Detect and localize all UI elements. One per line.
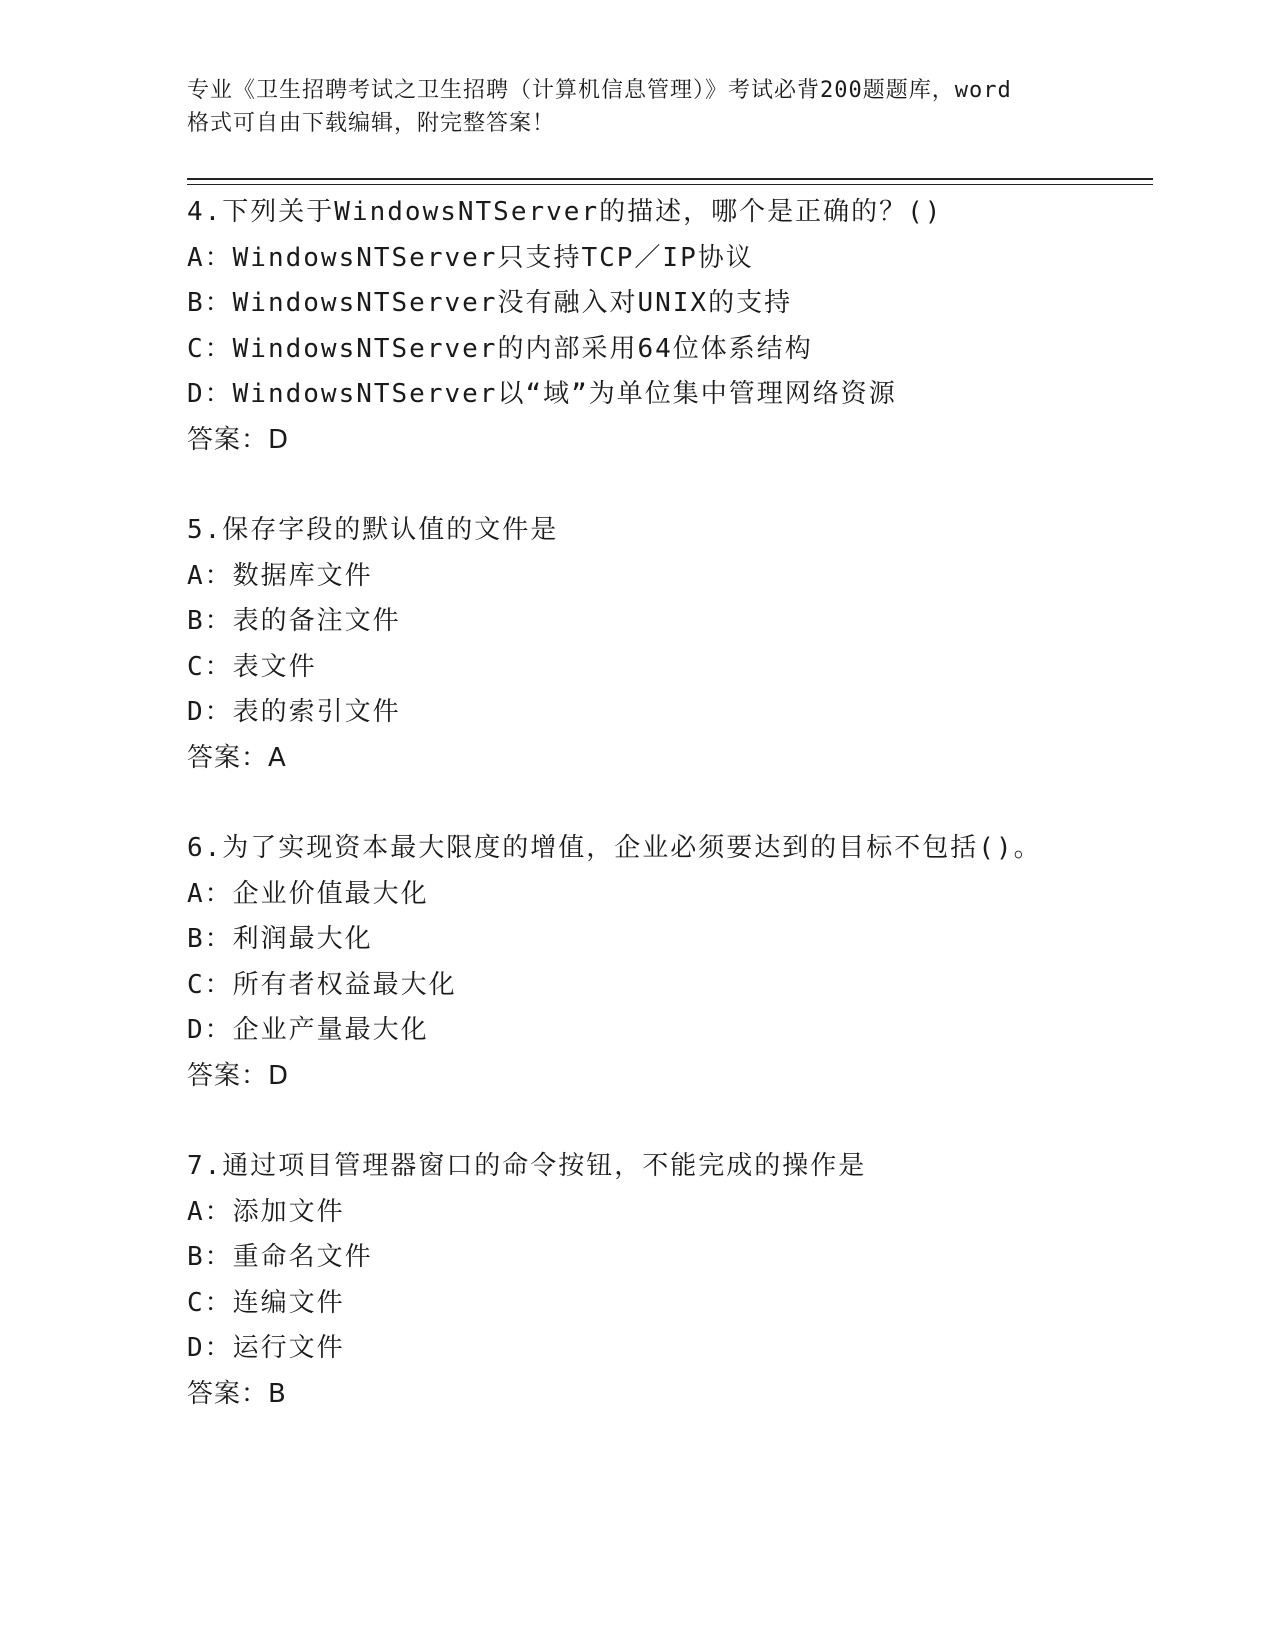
option-d: D：表的索引文件 [187,697,401,727]
option-a: A：WindowsNTServer只支持TCP／IP协议 [187,242,754,273]
option-b: B：重命名文件 [187,1242,373,1272]
option-d: D：企业产量最大化 [187,1015,429,1045]
question-stem: 5.保存字段的默认值的文件是 [187,515,559,545]
option-a: A：添加文件 [187,1196,345,1227]
option-c: C：所有者权益最大化 [187,969,457,1000]
answer-line: 答案：A [187,742,287,773]
option-c: C：WindowsNTServer的内部采用64位体系结构 [187,333,813,364]
question-list [187,190,1153,1462]
question-stem: 7.通过项目管理器窗口的命令按钮，不能完成的操作是 [187,1151,867,1181]
header-rule-thick [187,178,1153,180]
question-6 [187,826,1153,1099]
question-7 [187,1144,1153,1417]
header-rule-thin [187,184,1153,185]
question-stem: 6.为了实现资本最大限度的增值，企业必须要达到的目标不包括()。 [187,833,1042,863]
option-d: D：WindowsNTServer以“域”为单位集中管理网络资源 [187,379,897,409]
option-c: C：连编文件 [187,1287,345,1318]
option-d: D：运行文件 [187,1333,345,1363]
answer-line: 答案：D [187,1060,290,1091]
option-a: A：企业价值最大化 [187,878,429,909]
header-line-1: 专业《卫生招聘考试之卫生招聘（计算机信息管理）》考试必背200题题库，word [187,78,1012,103]
answer-line: 答案：B [187,1378,287,1409]
option-c: C：表文件 [187,651,317,682]
option-b: B：表的备注文件 [187,606,401,636]
option-b: B：WindowsNTServer没有融入对UNIX的支持 [187,288,793,318]
question-4 [187,190,1153,463]
option-a: A：数据库文件 [187,560,373,591]
document-header [187,74,1087,140]
question-5 [187,508,1153,781]
option-b: B：利润最大化 [187,924,373,954]
question-stem: 4.下列关于WindowsNTServer的描述，哪个是正确的？() [187,197,943,227]
header-line-2: 格式可自由下载编辑，附完整答案！ [187,111,556,136]
answer-line: 答案：D [187,424,290,455]
